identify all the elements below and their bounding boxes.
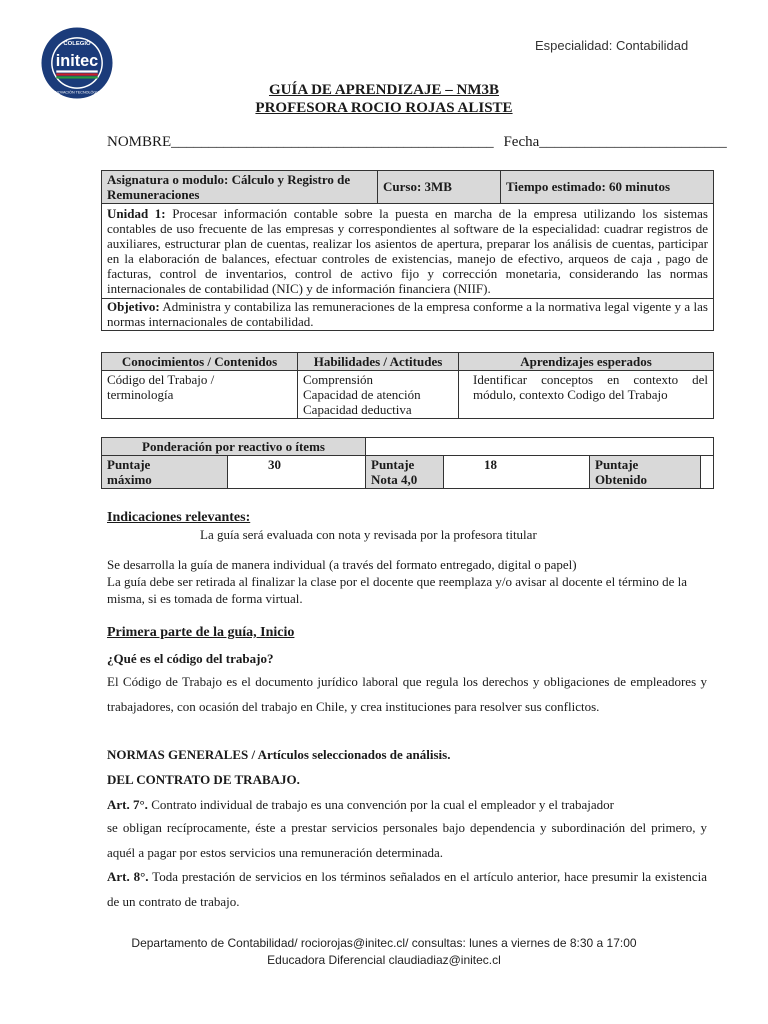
- obtained-score-label-2: Obtenido: [595, 472, 648, 487]
- skills-cell: [298, 371, 459, 419]
- art7-first-line: [107, 796, 707, 813]
- indication-line-3: La guía debe ser retirada al finalizar la clase por el docente que reemplaza y/o avisar al docente el término de la misma, si es tomada de forma virtual.: [107, 574, 688, 606]
- score-header: Ponderación por reactivo o ítems: [102, 438, 366, 456]
- score-table: [101, 437, 714, 489]
- unit-label: Unidad 1:: [107, 206, 166, 221]
- knowledge-cell: [102, 371, 298, 419]
- objective-text: Administra y contabiliza las remuneraciones de la empresa conforme a la normativa legal vigente y a las normas internacionales de contabilidad.: [107, 299, 708, 329]
- art7-line1: Contrato individual de trabajo es una convención por la cual el empleador y el trabajador: [147, 797, 614, 812]
- skill-item: Comprensión: [303, 372, 374, 387]
- grade-score-label-1: Puntaje: [371, 457, 415, 472]
- unit-text: Procesar información contable sobre la puesta en marcha de la empresa utilizando los sistemas contables de uso frecuente de las empresas y correspondientes al software de la especialidad: cuadrar registros de auxiliares, estructurar plan de cuentas, realizar los asientos de apertura, preparar los análisis de cuentas, participar en la elaboración de balances, efectuar controles de existencias, manejo de efectivo, arqueos de caja , pago de facturas, control de inventarios, control de activo fijo y corrección monetaria, considerando las normas internacionales de contabilidad (NIC) y de información financiera (NIIF).: [107, 206, 708, 296]
- max-score-label-1: Puntaje: [107, 457, 151, 472]
- obtained-score-value[interactable]: [701, 456, 714, 489]
- skills-header: Habilidades / Actitudes: [298, 353, 459, 371]
- max-score-label-2: máximo: [107, 472, 152, 487]
- logo-ring-text: INNOVACIÓN TECNOLÓGICA: [51, 90, 103, 95]
- knowledge-header: Conocimientos / Contenidos: [102, 353, 298, 371]
- obtained-score-label: [590, 456, 701, 489]
- part1-title: [107, 624, 707, 641]
- specialty-label: Especialidad: Contabilidad: [535, 38, 689, 53]
- knowledge-line: terminología: [107, 387, 174, 402]
- name-field[interactable]: NOMBRE___________________________________________: [107, 134, 494, 150]
- content-table: [101, 352, 714, 419]
- indication-line-2: Se desarrolla la guía de manera individual (a través del formato entregado, digital o papel): [107, 557, 577, 572]
- date-field[interactable]: Fecha_________________________: [503, 134, 727, 150]
- max-score-value: 30: [228, 456, 366, 489]
- answer-paragraph: El Código de Trabajo es el documento jurídico laboral que regula los derechos y obligaciones de empleadores y trabajadores, con ocasión del trabajo en Chile, y crea instituciones para resolver sus conflictos.: [107, 674, 707, 714]
- question-heading: ¿Qué es el código del trabajo?: [107, 651, 274, 666]
- course-info-table: [101, 170, 714, 331]
- guide-title: GUÍA DE APRENDIZAJE – NM3B: [268, 82, 500, 98]
- name-date-line: [107, 134, 727, 151]
- expected-cell: Identificar conceptos en contexto del módulo, contexto Codigo del Trabajo: [459, 371, 714, 419]
- footer-educator: Educadora Diferencial claudiadiaz@initec.cl: [267, 953, 501, 967]
- art7-rest: se obligan recíprocamente, éste a prestar servicios personales bajo dependencia y subordinación del primero, y aquél a pagar por estos servicios una remuneración determinada.: [107, 820, 707, 860]
- part1-title-text: Primera parte de la guía, Inicio: [107, 625, 295, 640]
- norms-heading: NORMAS GENERALES / Artículos seleccionados de análisis.: [107, 747, 451, 762]
- contract-heading: DEL CONTRATO DE TRABAJO.: [107, 772, 300, 787]
- grade-score-value: 18: [444, 456, 590, 489]
- logo-name: initec: [55, 51, 99, 70]
- objective-cell: [102, 299, 714, 331]
- indication-line-1: La guía será evaluada con nota y revisada por la profesora titular: [200, 527, 537, 542]
- art7-label: Art. 7°.: [107, 797, 148, 812]
- unit-cell: [102, 204, 714, 299]
- course-cell: Curso: 3MB: [378, 171, 501, 204]
- footer-contact: Departamento de Contabilidad/ rociorojas@initec.cl/ consultas: lunes a viernes de 8:30 a 17:00: [131, 936, 637, 950]
- time-cell: Tiempo estimado: 60 minutos: [501, 171, 714, 204]
- grade-score-label-2: Nota 4,0: [371, 472, 418, 487]
- skill-item: Capacidad de atención: [303, 387, 421, 402]
- indications-title-text: Indicaciones relevantes:: [107, 510, 251, 525]
- skill-item: Capacidad deductiva: [303, 402, 412, 417]
- art8-text: Toda prestación de servicios en los términos señalados en el artículo anterior, hace presumir la existencia de un contrato de trabajo.: [107, 869, 707, 909]
- objective-label: Objetivo:: [107, 299, 160, 314]
- max-score-label: [102, 456, 228, 489]
- indications-title: [107, 509, 707, 526]
- expected-header: Aprendizajes esperados: [459, 353, 714, 371]
- teacher-title: PROFESORA ROCIO ROJAS ALISTE: [255, 100, 513, 116]
- obtained-score-label-1: Puntaje: [595, 457, 639, 472]
- knowledge-line: Código del Trabajo /: [107, 372, 215, 387]
- art8-paragraph: [107, 865, 707, 914]
- subject-cell: Asignatura o modulo: Cálculo y Registro de Remuneraciones: [102, 171, 378, 204]
- logo-top-text: COLEGIO: [63, 41, 91, 48]
- art8-label: Art. 8°.: [107, 869, 149, 884]
- grade-score-label: [366, 456, 444, 489]
